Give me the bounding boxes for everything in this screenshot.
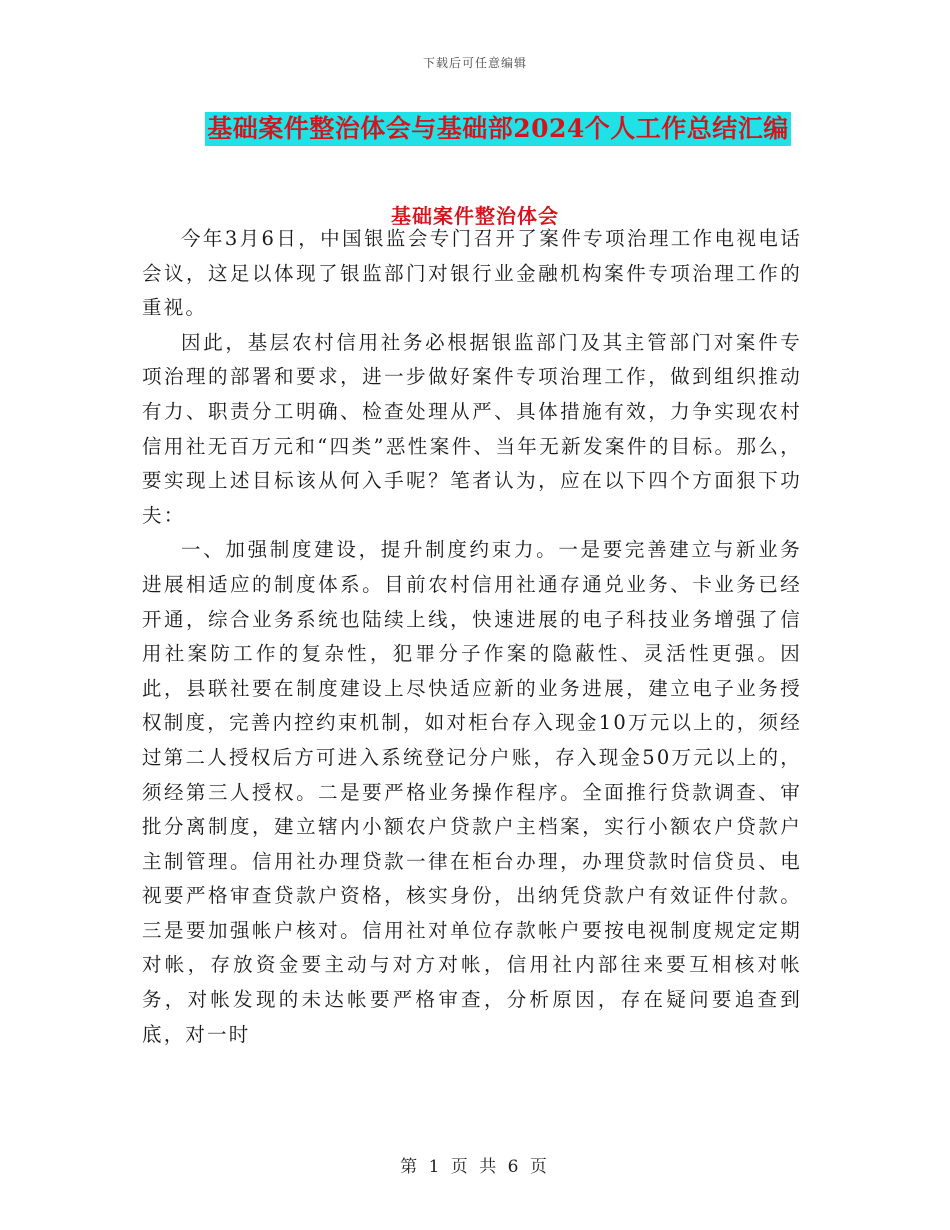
- section-title: 基础案件整治体会: [391, 204, 559, 228]
- paragraph-3: 一、加强制度建设，提升制度约束力。一是要完善建立与新业务进展相适应的制度体系。目前农村信用社通存通兑业务、卡业务已经开通，综合业务系统也陆续上线，快速进展的电子科技业务增强了信用社案防工作的复杂性，犯罪分子作案的隐蔽性、灵活性更强。因此，县联社要在制度建设上尽快适应新的业务进展，建立电子业务授权制度，完善内控约束机制，如对柜台存入现金10万元以上的，须经过第二人授权后方可进入系统登记分户账，存入现金50万元以上的，须经第三人授权。二是要严格业务操作程序。全面推行贷款调查、审批分离制度，建立辖内小额农户贷款户主档案，实行小额农户贷款户主制管理。信用社办理贷款一律在柜台办理，办理贷款时信贷员、电视要严格审查贷款户资格，核实身份，出纳凭贷款户有效证件付款。三是要加强帐户核对。信用社对单位存款帐户要按电视制度规定定期对帐，存放资金要主动与对方对帐，信用社内部往来要互相核对帐务，对帐发现的未达帐要严格审查，分析原因，存在疑问要追查到底，对一时: [142, 538, 802, 1046]
- document-title: 基础案件整治体会与基础部2024个人工作总结汇编: [205, 112, 791, 146]
- document-title-wrap: [0, 112, 950, 146]
- header-note: 下载后可任意编辑: [422, 56, 527, 70]
- paragraph-2: 因此，基层农村信用社务必根据银监部门及其主管部门对案件专项治理的部署和要求，进一步做好案件专项治理工作，做到组织推动有力、职责分工明确、检查处理从严、具体措施有效，力争实现农村信用社无百万元和“四类”恶性案件、当年无新发案件的目标。那么，要实现上述目标该从何入手呢？笔者认为，应在以下四个方面狠下功夫：: [142, 330, 802, 527]
- document-body: [142, 222, 802, 1052]
- paragraph-1: 今年3月6日，中国银监会专门召开了案件专项治理工作电视电话会议，这足以体现了银监部门对银行业金融机构案件专项治理工作的重视。: [142, 227, 802, 320]
- page-footer: 第 1 页 共 6 页: [400, 1157, 550, 1177]
